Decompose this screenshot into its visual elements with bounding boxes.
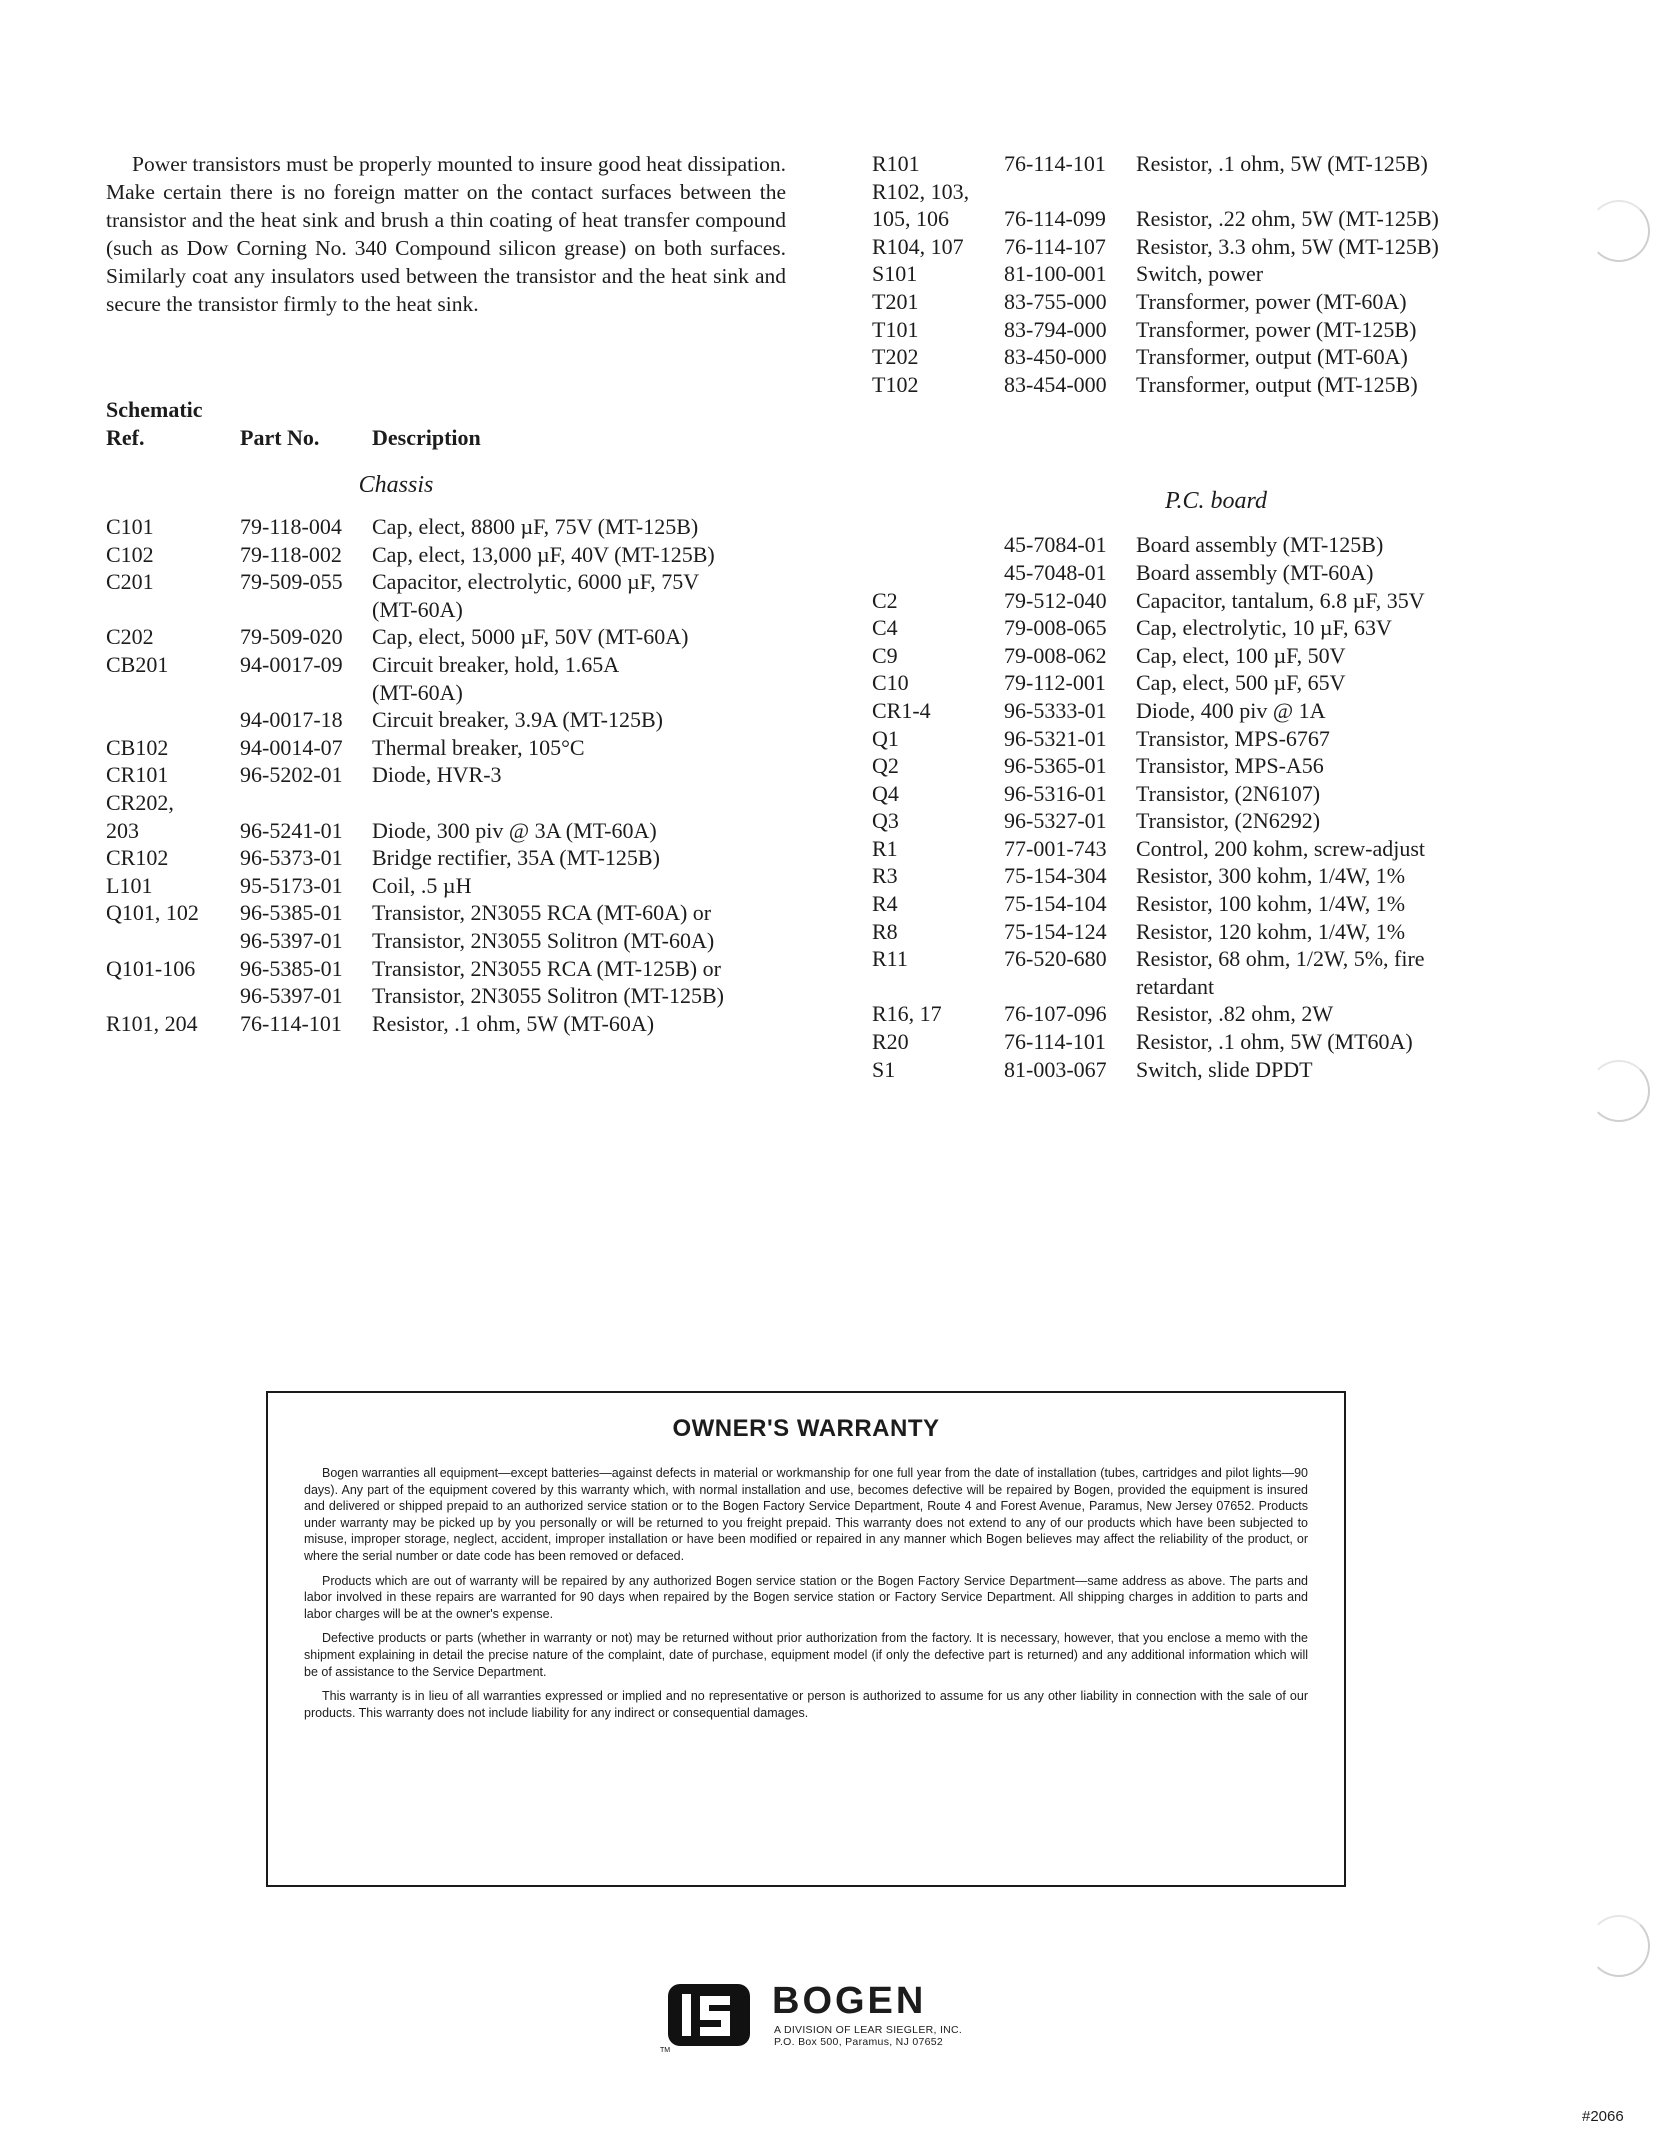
part-row xyxy=(872,316,1572,344)
section-title-pc-board: P.C. board xyxy=(1164,488,1268,515)
part-number: 96-5321-01 xyxy=(1004,725,1107,751)
part-description: Cap, elect, 100 µF, 50V xyxy=(1136,642,1346,668)
part-ref: Q1 xyxy=(872,725,899,751)
part-ref: S101 xyxy=(872,261,918,287)
part-ref: R20 xyxy=(872,1029,909,1055)
part-description: Coil, .5 µH xyxy=(372,872,472,898)
part-row xyxy=(106,706,786,734)
part-row xyxy=(872,780,1572,808)
part-description: Transistor, 2N3055 Solitron (MT-60A) xyxy=(372,927,715,953)
part-ref: T201 xyxy=(872,288,919,314)
warranty-body xyxy=(304,1465,1308,1729)
part-row xyxy=(872,205,1572,233)
warranty-title: OWNER'S WARRANTY xyxy=(672,1415,940,1442)
part-number: 76-520-680 xyxy=(1004,946,1107,972)
part-ref: Q4 xyxy=(872,780,899,806)
warranty-paragraph: Bogen warranties all equipment—except batteries—against defects in material or workmanship for one full year from the date of installation (tubes, cartridges and pilot lights—90 days). Any part of the equipment covered by this warranty which, with normal installation and use, becomes defective will be repaired by Bogen, provided the equipment is insured and delivered or shipped prepaid to an authorized service station or to the Bogen Factory Service Department, Route 4 and Forest Avenue, Paramus, New Jersey 07652. Products under warranty may be picked up by you personally or will be returned to you freight prepaid. This warranty does not extend to any of our products which have been subjected to misuse, improper storage, neglect, accident, improper installation or have been modified or repaired in any manner which Bogen believes may affect the reliability of the product, or where the serial number or date code has been removed or defaced. xyxy=(304,1466,1308,1563)
part-row xyxy=(106,679,786,707)
part-number: 79-008-062 xyxy=(1004,642,1107,668)
part-number: 45-7084-01 xyxy=(1004,532,1107,558)
part-number: 96-5365-01 xyxy=(1004,753,1107,779)
header-description: Description xyxy=(372,425,481,450)
part-ref: C4 xyxy=(872,615,898,641)
part-description: Transformer, output (MT-125B) xyxy=(1136,371,1418,397)
part-ref: R1 xyxy=(872,835,898,861)
part-description: Resistor, .1 ohm, 5W (MT60A) xyxy=(1136,1029,1413,1055)
part-description: Capacitor, electrolytic, 6000 µF, 75V xyxy=(372,569,700,595)
part-ref: CB201 xyxy=(106,651,169,677)
part-description: Transistor, 2N3055 RCA (MT-125B) or xyxy=(372,955,721,981)
part-description: Switch, power xyxy=(1136,261,1264,287)
part-number: 75-154-104 xyxy=(1004,891,1107,917)
part-row xyxy=(872,642,1572,670)
parts-list-chassis-continued xyxy=(872,150,1572,398)
part-number: 79-509-020 xyxy=(240,624,343,650)
part-ref: C102 xyxy=(106,541,154,567)
part-ref: CR102 xyxy=(106,845,169,871)
part-ref: 203 xyxy=(106,817,139,843)
part-number: 76-107-096 xyxy=(1004,1001,1107,1027)
part-description: Diode, HVR-3 xyxy=(372,762,502,788)
part-description: Transformer, power (MT-60A) xyxy=(1136,288,1407,314)
part-row xyxy=(872,725,1572,753)
part-row xyxy=(106,872,786,900)
mounting-instructions: Power transistors must be properly mounted to insure good heat dissipation. Make certain there is no foreign matter on the contact surfaces between the transistor and the heat sink and brush a thin coating of heat transfer compound (such as Dow Corning No. 340 Compound silicon grease) on both surfaces. Similarly coat any insulators used between the transistor and the heat sink and secure the transistor firmly to the heat sink. xyxy=(106,152,786,316)
part-ref: R3 xyxy=(872,863,898,889)
left-column xyxy=(106,150,786,1037)
part-number: 79-509-055 xyxy=(240,569,343,595)
part-row xyxy=(872,150,1572,178)
part-ref: CR101 xyxy=(106,762,169,788)
part-row xyxy=(106,927,786,955)
part-row xyxy=(106,761,786,789)
part-row xyxy=(106,541,786,569)
part-number: 94-0017-18 xyxy=(240,707,343,733)
part-ref: L101 xyxy=(106,872,153,898)
part-row xyxy=(106,513,786,541)
punch-hole-mark xyxy=(1588,200,1650,262)
part-row xyxy=(872,288,1572,316)
brand-subtitle: A DIVISION OF LEAR SIEGLER, INC. P.O. Box 500, Paramus, NJ 07652 xyxy=(774,2024,963,2048)
part-row xyxy=(106,651,786,679)
part-ref: R101, 204 xyxy=(106,1010,198,1036)
warranty-paragraph: Products which are out of warranty will be repaired by any authorized Bogen service station or the Bogen Factory Service Department—same address as above. The parts and labor involved in these repairs are warranted for 90 days when repaired by the Bogen service station or Factory Service Department. All shipping charges in addition to parts and labor charges will be at the owner's expense. xyxy=(304,1573,1308,1621)
part-number: 96-5327-01 xyxy=(1004,808,1107,834)
part-row xyxy=(106,623,786,651)
part-number: 79-008-065 xyxy=(1004,615,1107,641)
part-number: 83-794-000 xyxy=(1004,316,1107,342)
part-ref: S1 xyxy=(872,1056,896,1082)
section-title-chassis: Chassis xyxy=(358,472,434,498)
part-row xyxy=(106,899,786,927)
part-description: Board assembly (MT-125B) xyxy=(1136,532,1384,558)
part-number: 94-0014-07 xyxy=(240,734,343,760)
part-number: 75-154-304 xyxy=(1004,863,1107,889)
part-row xyxy=(872,918,1572,946)
part-description: Resistor, 120 kohm, 1/4W, 1% xyxy=(1136,918,1406,944)
part-ref: C101 xyxy=(106,514,154,539)
part-row xyxy=(872,890,1572,918)
part-description: Switch, slide DPDT xyxy=(1136,1056,1313,1082)
part-row xyxy=(872,1056,1572,1084)
part-ref: C10 xyxy=(872,670,909,696)
part-row xyxy=(872,807,1572,835)
part-description: Thermal breaker, 105°C xyxy=(372,734,585,760)
part-ref: CR1-4 xyxy=(872,697,931,723)
part-ref: Q2 xyxy=(872,753,899,779)
part-row xyxy=(106,1010,786,1038)
part-ref: T102 xyxy=(872,371,919,397)
part-description: retardant xyxy=(1136,973,1215,999)
part-ref: T101 xyxy=(872,316,919,342)
part-description: Transistor, MPS-A56 xyxy=(1136,753,1324,779)
part-description: Resistor, .22 ohm, 5W (MT-125B) xyxy=(1136,206,1439,232)
part-description: Diode, 400 piv @ 1A xyxy=(1136,697,1326,723)
part-number: 96-5373-01 xyxy=(240,845,343,871)
part-row xyxy=(872,559,1572,587)
part-ref: Q101, 102 xyxy=(106,900,199,926)
part-description: Resistor, 100 kohm, 1/4W, 1% xyxy=(1136,891,1406,917)
part-ref: CR202, xyxy=(106,789,174,815)
part-description: Diode, 300 piv @ 3A (MT-60A) xyxy=(372,817,657,843)
part-row xyxy=(106,955,786,983)
part-row xyxy=(872,614,1572,642)
part-description: Resistor, .1 ohm, 5W (MT-125B) xyxy=(1136,151,1428,176)
part-number: 96-5316-01 xyxy=(1004,780,1107,806)
header-part-no: Part No. xyxy=(240,425,320,450)
part-number: 94-0017-09 xyxy=(240,651,343,677)
brand-name: BOGEN xyxy=(772,1980,927,2022)
part-description: Cap, elect, 8800 µF, 75V (MT-125B) xyxy=(372,514,699,539)
part-row xyxy=(872,260,1572,288)
part-description: Capacitor, tantalum, 6.8 µF, 35V xyxy=(1136,587,1425,613)
part-row xyxy=(872,178,1572,206)
part-number: 77-001-743 xyxy=(1004,835,1107,861)
part-number: 81-003-067 xyxy=(1004,1056,1107,1082)
part-number: 83-755-000 xyxy=(1004,288,1107,314)
part-ref: 105, 106 xyxy=(872,206,949,232)
part-description: Circuit breaker, hold, 1.65A xyxy=(372,651,620,677)
part-row xyxy=(872,862,1572,890)
part-row xyxy=(106,817,786,845)
part-row xyxy=(872,371,1572,399)
part-number: 96-5333-01 xyxy=(1004,697,1107,723)
part-number: 75-154-124 xyxy=(1004,918,1107,944)
part-number: 95-5173-01 xyxy=(240,872,343,898)
part-number: 76-114-107 xyxy=(1004,233,1106,259)
punch-hole-mark xyxy=(1588,1060,1650,1122)
part-description: Transistor, 2N3055 RCA (MT-60A) or xyxy=(372,900,712,926)
part-row xyxy=(872,752,1572,780)
part-description: Resistor, 68 ohm, 1/2W, 5%, fire xyxy=(1136,946,1425,972)
part-ref: Q3 xyxy=(872,808,899,834)
parts-list-header xyxy=(106,318,786,468)
part-ref: CB102 xyxy=(106,734,169,760)
part-number: 96-5385-01 xyxy=(240,955,343,981)
parts-list-chassis xyxy=(106,513,786,1037)
part-number: 76-114-099 xyxy=(1004,206,1106,232)
punch-hole-mark xyxy=(1588,1915,1650,1977)
part-ref: R4 xyxy=(872,891,898,917)
part-row xyxy=(872,343,1572,371)
part-ref: C9 xyxy=(872,642,898,668)
lear-siegler-logo-icon xyxy=(660,1982,756,2052)
part-row xyxy=(872,587,1572,615)
part-ref: R101 xyxy=(872,151,920,176)
part-description: Cap, elect, 13,000 µF, 40V (MT-125B) xyxy=(372,541,715,567)
part-number: 96-5397-01 xyxy=(240,927,343,953)
part-ref: T202 xyxy=(872,344,919,370)
part-ref: C202 xyxy=(106,624,154,650)
part-row xyxy=(106,789,786,817)
part-row xyxy=(872,531,1572,559)
warranty-paragraph: Defective products or parts (whether in warranty or not) may be returned without prior authorization from the factory. It is necessary, however, that you enclose a memo with the shipment explaining in detail the precise nature of the complaint, date of purchase, equipment model (if only the defective part is returned) and any additional information which will be of assistance to the Service Department. xyxy=(304,1631,1308,1679)
part-number: 76-114-101 xyxy=(240,1010,342,1036)
part-row xyxy=(872,697,1572,725)
part-number: 45-7048-01 xyxy=(1004,559,1107,585)
part-number: 96-5202-01 xyxy=(240,762,343,788)
part-description: Resistor, .82 ohm, 2W xyxy=(1136,1001,1334,1027)
part-row xyxy=(872,973,1572,1001)
part-ref: R16, 17 xyxy=(872,1001,942,1027)
part-number: 79-118-004 xyxy=(240,514,342,539)
part-number: 76-114-101 xyxy=(1004,151,1106,176)
part-description: Transistor, MPS-6767 xyxy=(1136,725,1330,751)
part-number: 83-454-000 xyxy=(1004,371,1107,397)
parts-list-pc-board xyxy=(872,531,1572,1083)
part-number: 96-5397-01 xyxy=(240,983,343,1009)
part-row xyxy=(872,233,1572,261)
part-number: 76-114-101 xyxy=(1004,1029,1106,1055)
part-description: Resistor, 3.3 ohm, 5W (MT-125B) xyxy=(1136,233,1439,259)
part-description: Transistor, 2N3055 Solitron (MT-125B) xyxy=(372,983,724,1009)
header-schematic: Schematic xyxy=(106,397,203,422)
part-description: Resistor, .1 ohm, 5W (MT-60A) xyxy=(372,1010,655,1036)
part-description: Transistor, (2N6107) xyxy=(1136,780,1321,806)
part-ref: Q101-106 xyxy=(106,955,196,981)
part-description: Circuit breaker, 3.9A (MT-125B) xyxy=(372,707,663,733)
part-row xyxy=(106,982,786,1010)
document-number: #2066 xyxy=(1582,2108,1624,2125)
part-description: Cap, elect, 500 µF, 65V xyxy=(1136,670,1346,696)
bogen-logo xyxy=(660,1982,1000,2052)
part-row xyxy=(872,835,1572,863)
part-description: Bridge rectifier, 35A (MT-125B) xyxy=(372,845,660,871)
warranty-paragraph: This warranty is in lieu of all warranties expressed or implied and no representative or person is authorized to assume for us any other liability in connection with the sale of our products. This warranty does not include liability for any indirect or consequential damages. xyxy=(304,1689,1308,1720)
part-ref: C201 xyxy=(106,569,154,595)
header-ref: Ref. xyxy=(106,425,145,450)
part-description: Board assembly (MT-60A) xyxy=(1136,559,1374,585)
part-row xyxy=(106,568,786,596)
part-number: 83-450-000 xyxy=(1004,344,1107,370)
part-ref: C2 xyxy=(872,587,898,613)
part-ref: R104, 107 xyxy=(872,233,964,259)
part-ref: R11 xyxy=(872,946,908,972)
part-ref: R102, 103, xyxy=(872,178,970,204)
right-column xyxy=(872,150,1572,1083)
part-ref: R8 xyxy=(872,918,898,944)
part-row xyxy=(106,844,786,872)
part-description: Transformer, output (MT-60A) xyxy=(1136,344,1408,370)
part-number: 79-512-040 xyxy=(1004,587,1107,613)
part-row xyxy=(106,596,786,624)
svg-text:TM: TM xyxy=(660,2047,671,2052)
part-description: (MT-60A) xyxy=(372,679,463,705)
part-description: Transformer, power (MT-125B) xyxy=(1136,316,1417,342)
part-row xyxy=(872,669,1572,697)
owners-warranty-box xyxy=(266,1391,1346,1887)
part-number: 79-118-002 xyxy=(240,541,342,567)
part-row xyxy=(872,945,1572,973)
part-number: 96-5241-01 xyxy=(240,817,343,843)
part-row xyxy=(872,1000,1572,1028)
part-number: 81-100-001 xyxy=(1004,261,1107,287)
part-description: Resistor, 300 kohm, 1/4W, 1% xyxy=(1136,863,1406,889)
part-number: 96-5385-01 xyxy=(240,900,343,926)
part-row xyxy=(106,734,786,762)
part-number: 79-112-001 xyxy=(1004,670,1106,696)
part-description: (MT-60A) xyxy=(372,596,463,622)
part-description: Control, 200 kohm, screw-adjust xyxy=(1136,835,1426,861)
part-description: Transistor, (2N6292) xyxy=(1136,808,1321,834)
part-description: Cap, electrolytic, 10 µF, 63V xyxy=(1136,615,1392,641)
part-description: Cap, elect, 5000 µF, 50V (MT-60A) xyxy=(372,624,689,650)
part-row xyxy=(872,1028,1572,1056)
